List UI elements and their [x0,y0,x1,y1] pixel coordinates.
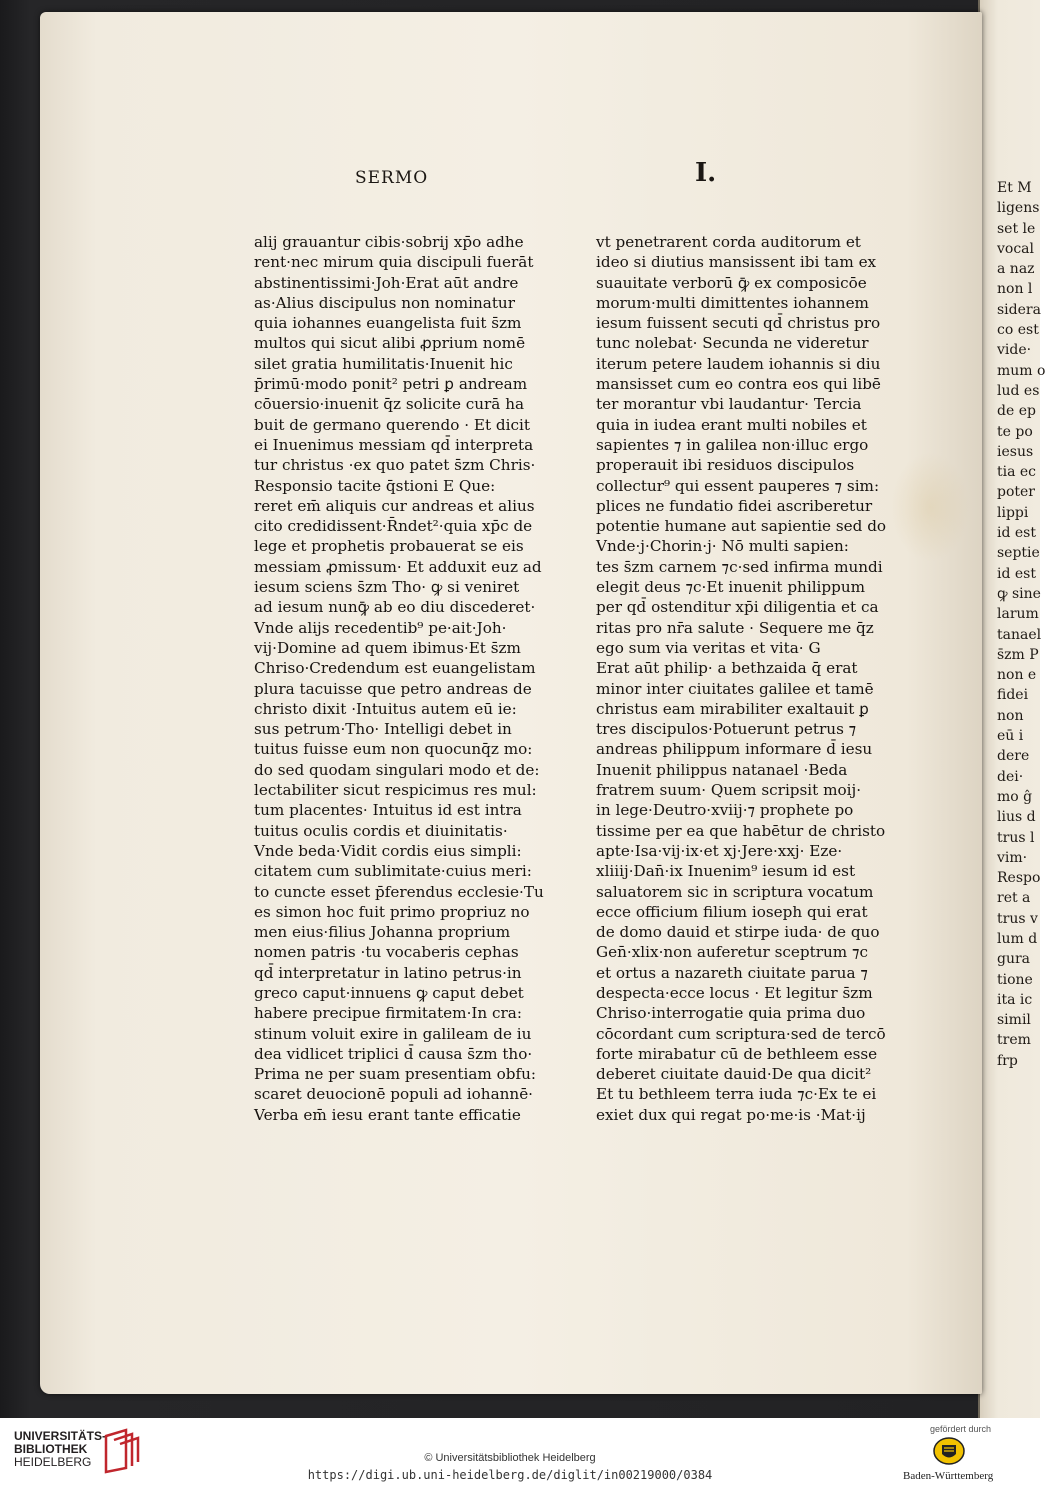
facing-text-line: lum d [997,930,1038,947]
text-line: abstinentissimi·Joh·Erat aūt andre [254,273,519,292]
text-line: Erat aūt philip· a bethzaida q̄ erat [596,659,858,678]
facing-text-line: fidei [997,687,1029,704]
facing-text-line: ret a [997,890,1031,907]
text-line: rent·nec mirum quia discipuli fuerāt [254,253,534,272]
text-line: suauitate verborū ꝙ̄ ex composicōe [596,273,867,292]
library-name-line1: UNIVERSITÄTS- [14,1429,107,1443]
text-line: et ortus a nazareth ciuitate parua ⁊ [596,963,868,982]
text-line: buit de germano querendo · Et dicit [254,415,530,434]
text-line: tur christus ·ex quo patet s̄zm Chris· [254,456,536,475]
text-line: qd̄ interpretatur in latino petrus·in [254,963,522,982]
text-line: collectur⁹ qui essent pauperes ⁊ sim: [596,476,880,495]
text-line: Gen̄·xlix·non auferetur sceptrum ⁊c [596,943,869,962]
facing-text-line: lippi [997,504,1029,521]
facing-text-line: a naz [997,261,1035,278]
text-line: lege et prophetis probauerat se eis [254,537,524,556]
text-line: tum placentes· Intuitus id est intra [254,801,522,820]
text-line: Responsio tacite q̄stioni E Que: [254,476,496,495]
text-line: p̄rimū·modo ponit² petri ꝑ andream [254,375,528,394]
text-line: men eius·filius Johanna proprium [254,923,511,942]
text-line: Chriso·Credendum est euangelistam [254,659,536,678]
facing-text-line: eū i [997,728,1024,745]
text-line: de domo dauid et stirpe iuda· de quo [596,923,880,942]
text-line: ter morantur vbi laudantur· Tercia [596,395,862,414]
text-line: apte·Isa·vij·ix·et xj·Jere·xxj· Eze· [596,841,843,860]
text-line: ego sum via veritas et vita· G [596,638,821,657]
text-line: deberet ciuitate dauid·De qua dicit² [596,1065,872,1084]
text-line: christus eam mirabiliter exaltauit ꝑ [596,699,869,718]
facing-text-line: s̄zm P [997,646,1039,663]
text-line: mansisset cum eo contra eos qui libē [596,375,881,394]
text-line: tuitus fuisse eum non quocunq̄z mo: [254,740,533,759]
text-line: fratrem suum· Quem scripsit moij· [596,781,862,800]
funded-by-label: gefördert durch [930,1424,992,1434]
facing-text-line: tia ec [997,464,1037,481]
facing-text-line: id est [997,525,1036,542]
text-line: Vnde alijs recedentib⁹ pe·ait·Joh· [254,618,507,637]
text-line: alij grauantur cibis·sobrij xp̄o adhe [254,233,524,251]
facing-text-line: non [997,707,1024,724]
text-line: iesum fuissent secuti qd̄ christus pro [596,314,881,333]
facing-text-line: mum o [997,362,1045,379]
text-line: tes s̄zm carnem ⁊c·sed infirma mundi [596,557,883,576]
facing-text-line: ita ic [997,991,1033,1008]
text-line: do sed quodam singulari modo et de: [254,760,540,779]
facing-text-line: vocal [997,240,1035,257]
text-line: sus petrum·Tho· Intelligi debet in [254,720,512,739]
text-line: iterum petere laudem iohannis si diu [596,354,881,373]
text-line: ei Inuenimus messiam qd̄ interpreta [254,435,534,454]
facing-text-line: trus v [997,910,1038,927]
text-line: cito credidissent·R̄ndet²·quia xp̄c de [254,517,533,536]
text-column-left [254,232,544,1125]
text-line: in lege·Deutro·xviij·⁊ prophete po [596,801,854,820]
copyright-notice: © Universitätsbibliothek Heidelberg [424,1452,596,1464]
facing-text-line: lius d [997,809,1036,826]
text-line: properauit ibi residuos discipulos [596,456,855,475]
text-line: stinum voluit exire in galileam de iu [254,1024,532,1043]
text-line: ritas pro nr̄a salute · Sequere me q̄z [596,618,874,637]
text-line: quia in iudea erant multi nobiles et [596,415,867,434]
text-line: ad iesum nunꝙ̄ ab eo diu discederet· [254,598,536,617]
facing-text-line: ligens [997,200,1040,217]
text-line: as·Alius discipulus non nominatur [254,293,515,312]
text-line: tuitus oculis cordis et diuinitatis· [254,821,508,840]
text-line: exiet dux qui regat po·me·is ·Mat·ij [596,1105,866,1124]
text-line: sapientes ⁊ in galilea non·illuc ergo [596,435,869,454]
text-line: xliiij·Dan̄·ix Inuenim⁹ iesum id est [596,862,856,881]
text-line: christo dixit ·Intuitus autem eū ie: [254,699,517,718]
text-line: ecce officium filium ioseph qui erat [596,902,868,921]
text-line: cōcordant cum scriptura·sed de tercō [596,1024,886,1043]
text-line: Et tu bethleem terra iuda ⁊c·Ex te ei [596,1085,877,1104]
text-line: tunc nolebat· Secunda ne videretur [596,334,869,353]
facing-text-line: poter [997,484,1035,501]
text-line: elegit deus ⁊c·Et inuenit philippum [596,578,866,597]
text-line: habere precipue firmitatem·In cra: [254,1004,522,1023]
text-line: despecta·ecce locus · Et legitur s̄zm [596,983,873,1002]
text-line: ideo si diutius mansissent ibi tam ex [596,253,877,272]
facing-text-line: larum [997,606,1039,623]
text-line: plura tacuisse que petro andreas de [254,679,532,698]
facing-text-line: trem [997,1032,1031,1049]
text-line: es simon hoc fuit primo propriuz no [254,902,530,921]
text-line: saluatorem sic in scriptura vocatum [596,882,874,901]
facing-text-line: sidera [997,301,1041,318]
text-line: multos qui sicut alibi ꝓprium nomē [254,334,526,353]
baden-wuerttemberg-seal-icon[interactable] [932,1436,966,1466]
facing-text-line: tanael [997,626,1042,643]
facing-text-line: tione [997,971,1033,988]
facing-text-line: non e [997,667,1037,684]
text-line: scaret deuocionē populi ad iohannē· [254,1085,534,1104]
text-line: nomen patris ·tu vocaberis cephas [254,943,519,962]
facing-text-line: ꝙ sine [997,585,1041,602]
text-line: minor inter ciuitates galilee et tamē [596,679,874,698]
text-line: tissime per ea que habētur de christo [596,821,886,840]
text-line: cōuersio·inuenit q̄z solicite curā ha [254,395,525,414]
facing-text-line: Respo [997,870,1041,887]
facing-text-line: lud es [997,382,1040,399]
text-line: Verba em̄ iesu erant tante efficatie [254,1105,521,1124]
text-line: andreas philippum informare d̄ iesu [596,740,873,759]
funder-name: Baden-Württemberg [903,1470,994,1482]
facing-text-line: septie [997,545,1040,562]
facing-text-line: simil [997,1012,1031,1029]
facing-text-line: id est [997,565,1036,582]
paper-stain [890,452,970,562]
facing-page-text [997,178,1045,1071]
text-line: citatem cum sublimitate·cuius meri: [254,862,532,881]
text-line: iesum sciens s̄zm Tho· ꝙ si veniret [254,578,520,597]
text-column-right [596,232,886,1125]
facing-text-line: frp [997,1052,1018,1069]
facing-text-line: co est [997,322,1039,339]
facing-text-line: gura [997,951,1031,968]
facing-text-line: dere [997,748,1030,765]
facing-text-line: vide· [997,342,1032,359]
text-line: Prima ne per suam presentiam obfu: [254,1065,537,1084]
library-name-line2: BIBLIOTHEK [14,1442,88,1456]
facing-page-edge [978,0,1045,1418]
text-line: Vnde beda·Vidit cordis eius simpli: [254,841,522,860]
facing-text-line: non l [997,281,1033,298]
running-header-left: SERMO [355,168,429,188]
text-line: potentie humane aut sapientie sed do [596,517,887,536]
text-line: to cuncte esset p̄ferendus ecclesie·Tu [254,882,544,901]
text-line: Inuenit philippus natanael ·Beda [596,760,848,779]
facing-text-line: iesus [997,443,1034,460]
facing-text-line: set le [997,220,1036,237]
text-line: tres discipulos·Potuerunt petrus ⁊ [596,720,857,739]
text-line: silet gratia humilitatis·Inuenit hic [254,354,513,373]
facing-text-line: te po [997,423,1033,440]
facing-text-line: de ep [997,403,1036,420]
text-line: lectabiliter sicut respicimus res mul: [254,781,537,800]
text-line: Chriso·interrogatie quia prima duo [596,1004,866,1023]
facing-text-line: trus l [997,829,1035,846]
text-line: messiam ꝓmissum· Et adduxit euz ad [254,557,542,576]
text-line: per qd̄ ostenditur xp̄i diligentia et ca [596,598,879,617]
text-line: dea vidlicet triplici d̄ causa s̄zm tho· [254,1044,533,1063]
text-line: quia iohannes euangelista fuit s̄zm [254,314,522,333]
text-line: morum·multi dimittentes iohannem [596,293,869,312]
text-line: reret em̄ aliquis cur andreas et alius [254,496,535,515]
facing-text-line: mo ĝ [997,788,1033,805]
library-name-line3: HEIDELBERG [14,1455,92,1469]
text-line: Vnde·j·Chorin·j· Nō multi sapien: [596,537,849,556]
text-line: forte mirabatur cū de bethleem esse [596,1044,878,1063]
permalink-url[interactable]: https://digi.ub.uni-heidelberg.de/diglit/in00219000/0384 [307,1468,713,1482]
facing-text-line: vim· [997,849,1028,866]
facing-text-line: Et M [997,180,1032,196]
text-line: vij·Domine ad quem ibimus·Et s̄zm [254,638,521,657]
text-line: vt penetrarent corda auditorum et [596,233,861,251]
text-line: greco caput·innuens ꝙ caput debet [254,983,524,1002]
text-line: plices ne fundatio fidei ascriberetur [596,496,873,515]
running-header-right: I. [695,158,717,188]
facing-text-line: dei· [997,768,1024,785]
